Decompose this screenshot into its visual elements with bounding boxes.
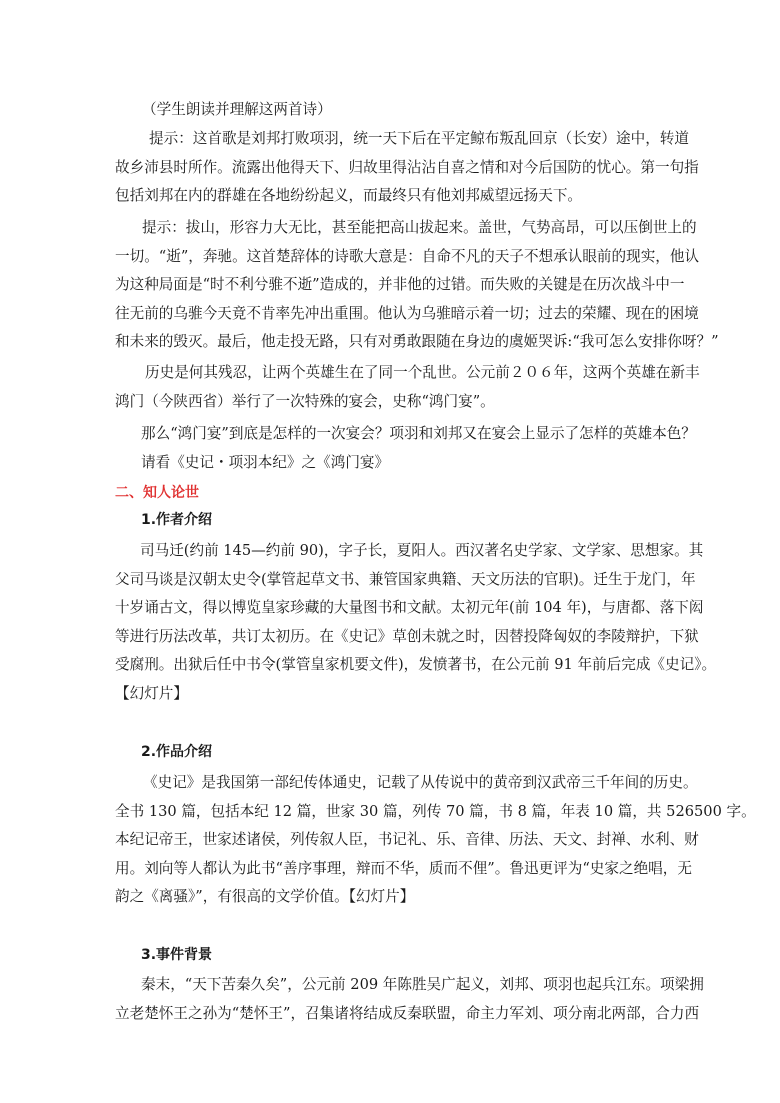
hint2-line: 一切。“逝”，奔驰。这首楚辞体的诗歌大意是：自命不凡的天子不想承认眼前的现实，他认 [115,247,700,265]
hint1-line: 包括刘邦在内的群雄在各地纷纷起义，而最终只有他刘邦威望远扬天下。 [115,187,583,204]
intro-note-text: （学生朗读并理解这两首诗） [142,101,332,118]
work-intro-line: 本纪记帝王，世家述诸侯，列传叙人臣，书记礼、乐、音律、历法、天文、封禅、水利、财 [115,831,699,848]
hint1-line: 提示：这首歌是刘邦打败项羽，统一天下后在平定鲸布叛乱回京（长安）途中，转道 [149,130,689,147]
hint2-paragraph [115,214,719,357]
hint2-line: 提示：拔山，形容力大无比，甚至能把高山拔起来。盖世，气势高昂，可以压倒世上的 [142,219,697,236]
sub3-title [141,941,701,970]
question-paragraph [141,420,701,449]
section-title-text: 二、知人论世 [115,485,199,501]
background-line: 秦末，“天下苦秦久矣”，公元前 209 年陈胜吴广起义，刘邦、项羽也起兵江东。项梁拥 [141,976,704,993]
author-intro-line: 十岁诵古文，得以博览皇家珍藏的大量图书和文献。太初元年(前 104 年)，与唐都、落下闳 [115,599,704,616]
work-intro-line: 《史记》是我国第一部纪传体通史，记载了从传说中的黄帝到汉武帝三千年间的历史。 [143,774,698,791]
sub2-title-text: 2.作品介绍 [141,744,213,760]
author-intro-line: 【幻灯片】 [115,684,188,702]
question-text: 那么“鸿门宴”到底是怎样的一次宴会？项羽和刘邦又在宴会上显示了怎样的英雄本色？ [141,425,696,442]
hint1-paragraph [115,125,699,211]
hint2-line: 和未来的毁灭。最后，他走投无路，只有对勇敢跟随在身边的虞姬哭诉:“我可怎么安排你呀？” [115,333,719,350]
section-title [115,479,675,508]
author-intro-line: 司马迁(约前 145—约前 90)，字子长，夏阳人。西汉著名史学家、文学家、思想家。其 [140,542,704,559]
background-paragraph [115,971,704,1028]
work-intro-paragraph [115,769,756,912]
background-line: 立老楚怀王之孙为“楚怀王”，召集诸将结成反秦联盟，命主力军刘、项分南北两部，合力西 [115,1004,700,1022]
sub1-title [141,506,701,535]
sub1-title-text: 1.作者介绍 [141,512,213,528]
history-paragraph [115,359,700,416]
author-intro-line: 父司马谈是汉朝太史令(掌管起草文书、兼管国家典籍、天文历法的官职)。迁生于龙门，年 [115,570,696,588]
sub3-title-text: 3.事件背景 [141,947,213,963]
author-intro-line: 等进行历法改革，共订太初历。在《史记》草创未就之时，因替投降匈奴的李陵辩护，下狱 [115,627,699,645]
work-intro-line: 全书 130 篇，包括本纪 12 篇，世家 30 篇，列传 70 篇，书 8 篇，年表 10 篇，共 526500 字。 [115,802,756,820]
intro-note [142,96,702,125]
work-intro-line: 用。刘向等人都认为此书“善序事理，辩而不华，质而不俚”。鲁迅更评为“史家之绝唱，无 [115,859,692,877]
work-intro-line: 韵之《离骚》”，有很高的文学价值。【幻灯片】 [115,888,415,905]
author-intro-paragraph [115,537,717,708]
read-line [141,449,701,478]
read-line-text: 请看《史记・项羽本纪》之《鸿门宴》 [141,454,390,471]
hint2-line: 为这种局面是“时不利兮骓不逝”造成的，并非他的过错。而失败的关键是在历次战斗中一 [115,276,685,293]
author-intro-line: 受腐刑。出狱后任中书令(掌管皇家机要文件)，发愤著书，在公元前 91 年前后完成《史记》。 [115,656,717,673]
sub2-title [141,738,701,767]
hint2-line: 往无前的乌骓今天竟不肯率先冲出重围。他认为乌骓暗示着一切；过去的荣耀、现在的困境 [115,304,699,322]
history-line: 历史是何其残忍，让两个英雄生在了同一个乱世。公元前２０６年，这两个英雄在新丰 [145,364,700,381]
hint1-line: 故乡沛县时所作。流露出他得天下、归故里得沾沾自喜之情和对今后国防的忧心。第一句指 [115,158,699,176]
history-line: 鸿门（今陕西省）举行了一次特殊的宴会，史称“鸿门宴”。 [115,392,495,410]
